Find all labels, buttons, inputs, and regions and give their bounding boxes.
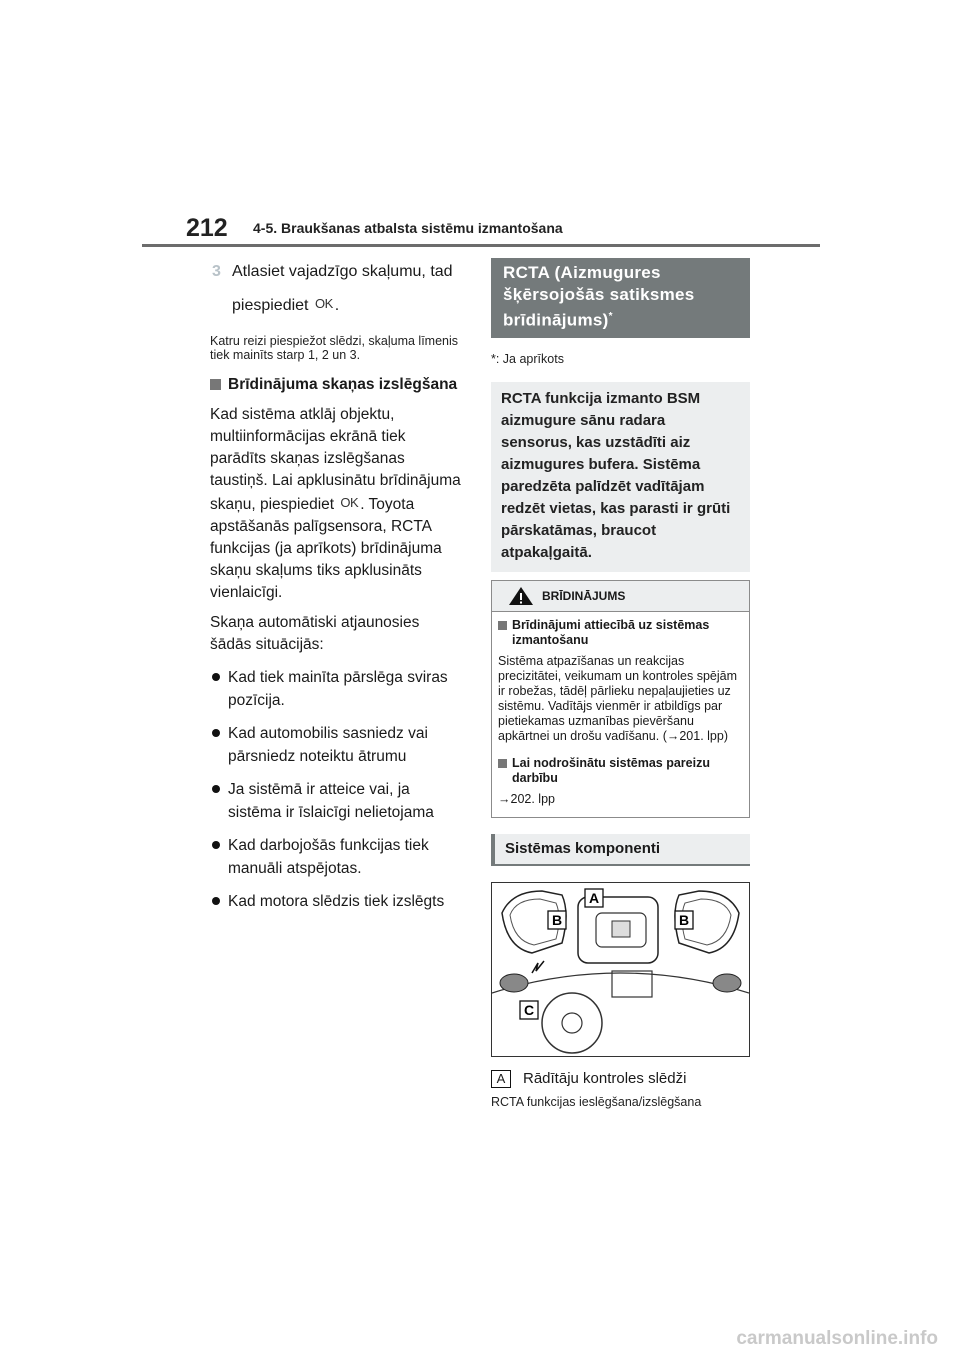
step-text-a: Atlasiet vajadzīgo skaļumu, tad bbox=[232, 263, 453, 280]
left-column bbox=[210, 256, 465, 913]
paragraph-1a: Kad sistēma atklāj objektu, multiinformācijas ekrānā tiek parādīts skaņas izslēgšanas taustiņš. Lai apklusinātu brīdinājuma skaņu, piespiediet bbox=[210, 406, 461, 513]
caption-letter: A bbox=[491, 1070, 511, 1088]
list-item-text: Kad darbojošās funkcijas tiek manuāli atspējotas. bbox=[228, 837, 429, 877]
dashboard-illustration bbox=[492, 883, 749, 1056]
paragraph-1b: . Toyota apstāšanās palīgsensora, RCTA funkcijas (ja aprīkots) brīdinājuma skaņu skaļums tiks apklusināts vienlaicīgi. bbox=[210, 496, 442, 601]
step-number: 3 bbox=[212, 263, 221, 280]
list-item-text: Kad automobilis sasniedz vai pārsniedz noteiktu ātrumu bbox=[228, 725, 428, 765]
warning-text-2: →202. lpp bbox=[498, 791, 555, 806]
ok-button-icon: OK bbox=[340, 495, 359, 510]
diagram-caption bbox=[491, 1069, 750, 1089]
bullet-dot-icon bbox=[212, 673, 220, 681]
warning-icon bbox=[508, 586, 534, 606]
warning-text-1: Sistēma atpazīšanas un reakcijas precizitātei, veikumam un kontroles spējām ir robežas, tādēļ pārlieku nepaļaujieties uz sistēmu. Vadītājs vienmēr ir atbildīgs par pietiekamas uzmanības pievēršanu apkārtnei un drošu vadīšanu. (→201. lpp) bbox=[498, 653, 737, 743]
warning-label: BRĪDINĀJUMS bbox=[542, 588, 626, 603]
warning-sub1-text: Brīdinājumi attiecībā uz sistēmas izmantošanu bbox=[512, 617, 710, 647]
right-column bbox=[491, 258, 750, 1109]
step-3 bbox=[210, 256, 465, 322]
warning-box bbox=[491, 580, 750, 818]
dashboard-diagram bbox=[491, 882, 750, 1057]
step-note: Katru reizi piespiežot slēdzi, skaļuma līmenis tiek mainīts starp 1, 2 un 3. bbox=[210, 334, 459, 362]
chapter-title: 4-5. Braukšanas atbalsta sistēmu izmantošana bbox=[253, 220, 563, 236]
step-text-c: . bbox=[334, 297, 340, 314]
warning-sub2-text: Lai nodrošinātu sistēmas pareizu darbību bbox=[512, 755, 710, 785]
warning-body bbox=[492, 612, 749, 817]
list-item bbox=[210, 666, 465, 712]
paragraph-2: Skaņa automātiski atjaunosies šādās situācijās: bbox=[210, 614, 420, 653]
bullet-dot-icon bbox=[212, 841, 220, 849]
sub-caption: RCTA funkcijas ieslēgšana/izslēgšana bbox=[491, 1094, 702, 1109]
footnote: *: Ja aprīkots bbox=[491, 351, 564, 366]
square-bullet-icon bbox=[498, 621, 507, 630]
square-bullet-icon bbox=[210, 379, 221, 390]
rcta-title-text: RCTA (Aizmugures šķērsojošās satiksmes brīdinājums) bbox=[503, 263, 695, 330]
rcta-title-mark: * bbox=[608, 311, 613, 322]
diagram-label-b-left: B bbox=[551, 911, 563, 928]
subheading-text: Brīdinājuma skaņas izslēgšana bbox=[228, 376, 458, 393]
header-rule bbox=[142, 244, 820, 247]
page-header bbox=[0, 0, 960, 250]
step-text-b: piespiediet bbox=[232, 297, 309, 314]
bullet-dot-icon bbox=[212, 785, 220, 793]
caption-text: Rādītāju kontroles slēdži bbox=[523, 1069, 687, 1087]
ok-button-icon: OK bbox=[314, 296, 333, 311]
subheading-mute bbox=[210, 374, 465, 396]
warning-subheading-1 bbox=[498, 618, 743, 648]
diagram-label-a: A bbox=[588, 889, 600, 906]
list-item-text: Kad motora slēdzis tiek izslēgts bbox=[228, 893, 445, 910]
list-item-text: Kad tiek mainīta pārslēga sviras pozīcija. bbox=[228, 669, 448, 709]
warning-header bbox=[492, 581, 749, 612]
list-item-text: Ja sistēmā ir atteice vai, ja sistēma ir īslaicīgi nelietojama bbox=[228, 781, 434, 821]
square-bullet-icon bbox=[498, 759, 507, 768]
section-title-rcta bbox=[491, 258, 750, 338]
bullet-dot-icon bbox=[212, 897, 220, 905]
section-heading-components: Sistēmas komponenti bbox=[491, 834, 750, 866]
diagram-label-b-right: B bbox=[678, 911, 690, 928]
list-item bbox=[210, 890, 465, 913]
bullet-dot-icon bbox=[212, 729, 220, 737]
watermark: carmanualsonline.info bbox=[736, 1328, 938, 1349]
diagram-label-c: C bbox=[523, 1001, 535, 1018]
list-item bbox=[210, 778, 465, 824]
list-item bbox=[210, 722, 465, 768]
intro-box: RCTA funkcija izmanto BSM aizmugure sānu radara sensorus, kas uzstādīti aiz aizmugures bufera. Sistēma paredzēta palīdzēt vadītājam redzēt vietas, kas parasti ir grūti pārskatāmas, braucot atpakaļgaitā. bbox=[491, 382, 750, 572]
paragraph-1 bbox=[210, 404, 465, 604]
list-item bbox=[210, 834, 465, 880]
page-number: 212 bbox=[186, 214, 228, 242]
warning-subheading-2 bbox=[498, 756, 743, 786]
